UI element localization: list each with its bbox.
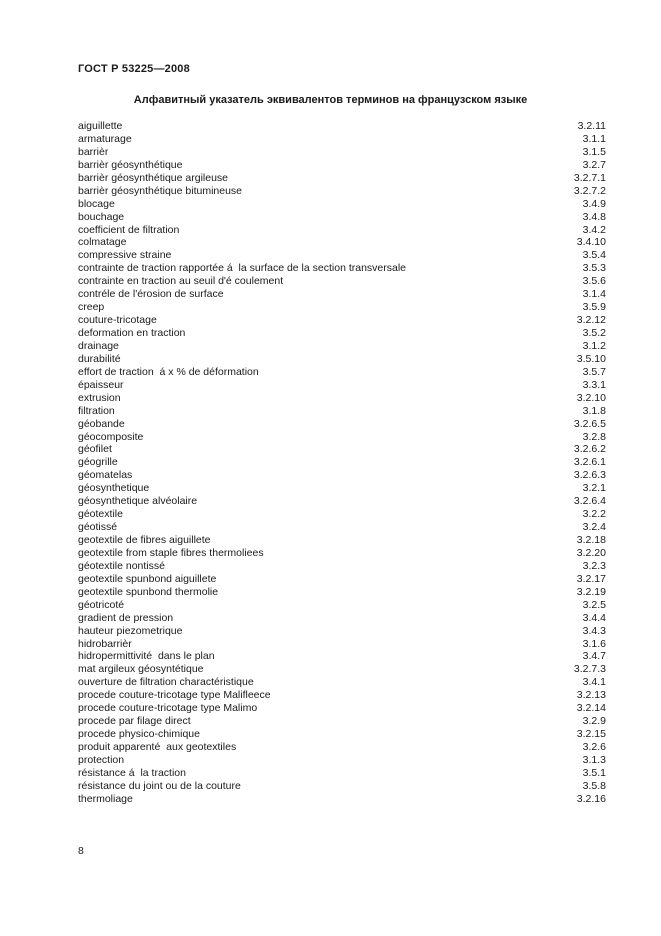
term-text: geotextile spunbond thermolie [78,585,219,598]
index-row [78,521,606,534]
term-text: hidropermittivité dans le plan [78,650,215,663]
term-text: drainage [78,339,119,352]
term-ref-number: 3.2.7.3 [573,663,606,676]
term-text: géofilet [78,443,112,456]
index-row [78,650,606,663]
index-row [78,612,606,625]
index-row [78,211,606,224]
term-text: blocage [78,197,115,210]
term-text: procede couture-tricotage type Malimo [78,702,258,715]
term-text: résistance du joint ou de la couture [78,779,241,792]
term-text: hidrobarrièr [78,637,132,650]
term-ref-number: 3.5.10 [576,352,606,365]
index-row [78,689,606,702]
index-row [78,146,606,159]
term-text: coefficient de filtration [78,223,180,236]
term-text: mat argileux géosyntétique [78,663,204,676]
index-row [78,599,606,612]
term-text: filtration [78,404,115,417]
term-text: géosynthetique [78,482,150,495]
term-ref-number: 3.2.9 [582,715,606,728]
term-text: barrièr géosynthétique [78,158,183,171]
term-text: armaturage [78,132,132,145]
term-text: géomatelas [78,469,133,482]
term-text: contréle de l'érosion de surface [78,288,224,301]
term-ref-number: 3.4.10 [576,236,606,249]
index-row [78,366,606,379]
term-ref-number: 3.5.9 [582,301,606,314]
term-text: géobande [78,417,125,430]
term-ref-number: 3.2.14 [576,702,606,715]
term-text: geotextile from staple fibres thermoliees [78,546,264,559]
term-text: contrainte en traction au seuil d'é coulement [78,275,284,288]
index-row [78,702,606,715]
index-row [78,236,606,249]
term-ref-number: 3.2.19 [576,585,606,598]
term-text: géosynthetique alvéolaire [78,495,198,508]
term-text: procede couture-tricotage type Malifleece [78,689,271,702]
term-text: aiguillette [78,120,123,132]
page-number: 8 [78,845,84,857]
term-ref-number: 3.2.2 [582,508,606,521]
term-ref-number: 3.1.5 [582,145,606,158]
term-ref-number: 3.5.4 [582,249,606,262]
term-text: procede physico-chimique [78,728,200,741]
term-ref-number: 3.1.2 [582,339,606,352]
index-row [78,767,606,780]
term-ref-number: 3.3.1 [582,378,606,391]
term-ref-number: 3.2.15 [576,728,606,741]
index-row [78,586,606,599]
term-text: geotextile spunbond aiguillete [78,572,217,585]
index-row [78,392,606,405]
index-row [78,133,606,146]
term-ref-number: 3.4.8 [582,210,606,223]
index-row [78,159,606,172]
term-text: protection [78,753,125,766]
index-row [78,456,606,469]
index-row [78,340,606,353]
term-ref-number: 3.1.4 [582,288,606,301]
term-ref-number: 3.4.7 [582,650,606,663]
term-ref-number: 3.1.3 [582,753,606,766]
term-ref-number: 3.2.20 [576,546,606,559]
term-ref-number: 3.5.8 [582,779,606,792]
index-row [78,185,606,198]
term-text: durabilité [78,352,121,365]
term-ref-number: 3.5.7 [582,365,606,378]
index-row [78,728,606,741]
term-text: géogrille [78,456,118,469]
term-ref-number: 3.1.8 [582,404,606,417]
term-text: gradient de pression [78,611,174,624]
index-row [78,663,606,676]
term-ref-number: 3.2.8 [582,430,606,443]
index-row [78,676,606,689]
term-text: deformation en traction [78,327,186,339]
term-text: géotricoté [78,598,125,611]
index-row [78,120,606,133]
index-row [78,469,606,482]
term-text: résistance á la traction [78,766,186,779]
index-row [78,379,606,392]
term-ref-number: 3.2.13 [576,689,606,702]
term-ref-number: 3.4.2 [582,223,606,236]
index-row [78,495,606,508]
index-row [78,560,606,573]
index-row [78,482,606,495]
term-ref-number: 3.2.10 [576,391,606,404]
index-row [78,741,606,754]
term-text: épaisseur [78,378,124,391]
index-row [78,405,606,418]
term-ref-number: 3.2.6.2 [573,443,606,456]
term-text: geotextile de fibres aiguillete [78,534,211,546]
index-row [78,431,606,444]
index-row [78,275,606,288]
term-index-list [78,120,606,806]
index-row [78,508,606,521]
index-row [78,172,606,185]
term-text: bouchage [78,210,125,223]
term-ref-number: 3.5.3 [582,262,606,275]
term-text: extrusion [78,391,121,404]
term-text: hauteur piezometrique [78,624,183,637]
term-text: géotissé [78,521,118,534]
index-row [78,198,606,211]
index-row [78,793,606,806]
term-ref-number: 3.2.6 [582,741,606,753]
term-ref-number: 3.2.4 [582,521,606,534]
term-ref-number: 3.2.12 [576,314,606,327]
term-ref-number: 3.2.11 [577,120,606,132]
term-ref-number: 3.1.6 [582,637,606,650]
index-row [78,418,606,431]
term-text: produit apparenté aux geotextiles [78,741,237,753]
term-ref-number: 3.2.7.1 [573,171,606,184]
term-ref-number: 3.2.5 [582,598,606,611]
term-text: contrainte de traction rapportée á la surface de la section transversale [78,262,407,275]
term-ref-number: 3.4.1 [582,676,606,689]
term-ref-number: 3.2.3 [582,559,606,572]
term-text: géotextile nontissé [78,559,165,572]
term-text: couture-tricotage [78,314,157,327]
term-ref-number: 3.2.7 [582,158,606,171]
term-text: creep [78,301,105,314]
term-ref-number: 3.2.7.2 [573,184,606,197]
index-row [78,534,606,547]
term-text: thermoliage [78,792,133,805]
term-ref-number: 3.1.1 [582,132,606,145]
index-row [78,443,606,456]
index-row [78,754,606,767]
term-ref-number: 3.2.16 [576,792,606,805]
index-row [78,353,606,366]
index-row [78,715,606,728]
term-text: barrièr géosynthétique argileuse [78,171,229,184]
index-row [78,314,606,327]
index-title: Алфавитный указатель эквивалентов терминов на французском языке [133,94,528,106]
term-ref-number: 3.2.6.5 [573,417,606,430]
term-ref-number: 3.4.9 [582,197,606,210]
term-ref-number: 3.4.4 [582,611,606,624]
term-ref-number: 3.2.17 [576,572,606,585]
term-text: colmatage [78,236,127,249]
term-ref-number: 3.5.1 [582,766,606,779]
index-row [78,249,606,262]
term-text: effort de traction á x % de déformation [78,365,259,378]
term-ref-number: 3.2.18 [576,534,606,546]
index-row [78,780,606,793]
term-text: compressive straine [78,249,172,262]
term-ref-number: 3.2.6.4 [573,495,606,508]
term-ref-number: 3.2.1 [582,482,606,495]
term-text: barrièr géosynthétique bitumineuse [78,184,243,197]
index-row [78,547,606,560]
term-text: géotextile [78,508,123,521]
index-row [78,638,606,651]
document-standard-number: ГОСТ Р 53225—2008 [78,63,190,75]
term-ref-number: 3.5.6 [582,275,606,288]
index-row [78,288,606,301]
term-ref-number: 3.5.2 [582,327,606,339]
term-text: géocomposite [78,430,144,443]
term-ref-number: 3.2.6.1 [573,456,606,469]
term-ref-number: 3.2.6.3 [573,469,606,482]
index-row [78,327,606,340]
index-row [78,262,606,275]
term-text: barrièr [78,145,109,158]
term-text: procede par filage direct [78,715,191,728]
index-row [78,625,606,638]
term-text: ouverture de filtration charactéristique [78,676,254,689]
term-ref-number: 3.4.3 [582,624,606,637]
index-row [78,301,606,314]
index-row [78,224,606,237]
index-row [78,573,606,586]
